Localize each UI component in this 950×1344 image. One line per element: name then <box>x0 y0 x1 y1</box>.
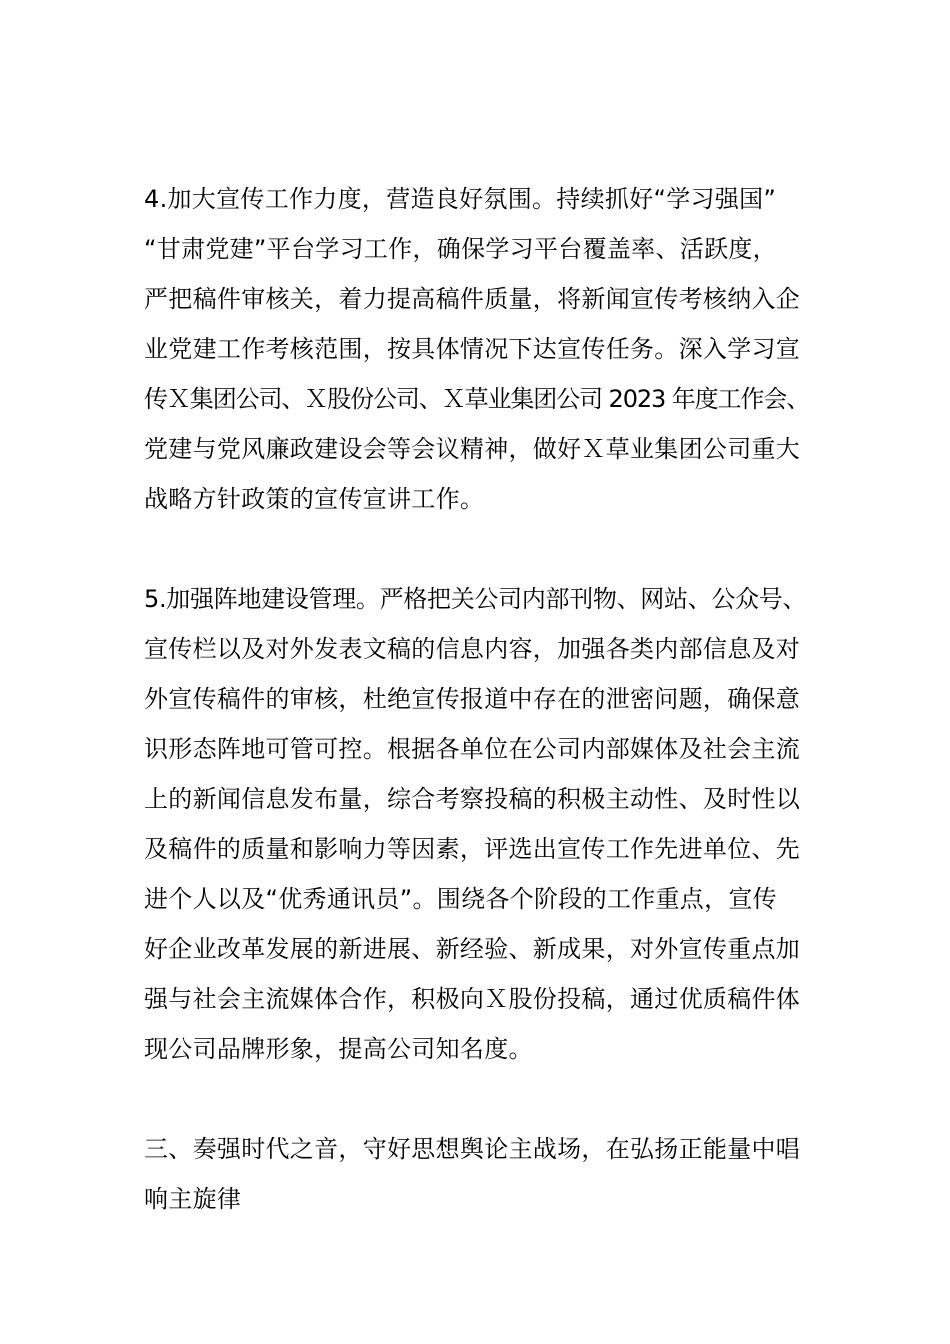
text-line: 外宣传稿件的审核，杜绝宣传报道中存在的泄密问题，确保意 <box>144 685 801 713</box>
text-line: 好企业改革发展的新进展、新经验、新成果，对外宣传重点加 <box>144 935 801 963</box>
text-line: 进个人以及“优秀通讯员”。围绕各个阶段的工作重点，宣传 <box>144 885 777 913</box>
text-line: 党建与党风廉政建设会等会议精神，做好Ｘ草业集团公司重大 <box>144 435 801 463</box>
paragraph-section-4 <box>144 174 810 524</box>
text-line: 战略方针政策的宣传宣讲工作。 <box>144 485 485 513</box>
text-line: 上的新闻信息发布量，综合考察投稿的积极主动性、及时性以 <box>144 785 801 813</box>
text-line: 宣传栏以及对外发表文稿的信息内容，加强各类内部信息及对 <box>144 635 801 663</box>
text-line: 三、奏强时代之音，守好思想舆论主战场，在弘扬正能量中唱 <box>144 1135 801 1163</box>
text-line: 严把稿件审核关，着力提高稿件质量，将新闻宣传考核纳入企 <box>144 285 801 313</box>
text-line: 响主旋律 <box>144 1185 242 1213</box>
text-line: 4.加大宣传工作力度，营造良好氛围。持续抓好“学习强国” <box>144 185 777 213</box>
text-line: 现公司品牌形象，提高公司知名度。 <box>144 1035 533 1063</box>
text-line: 识形态阵地可管可控。根据各单位在公司内部媒体及社会主流 <box>144 735 801 763</box>
section-heading-3 <box>144 1124 810 1224</box>
text-line: 传Ｘ集团公司、Ｘ股份公司、Ｘ草业集团公司 2023 年度工作会、 <box>144 385 810 413</box>
text-line: 业党建工作考核范围，按具体情况下达宣传任务。深入学习宣 <box>144 335 801 363</box>
text-line: “甘肃党建”平台学习工作，确保学习平台覆盖率、活跃度， <box>144 235 777 263</box>
paragraph-section-5 <box>144 574 810 1074</box>
text-line: 强与社会主流媒体合作，积极向Ｘ股份投稿，通过优质稿件体 <box>144 985 801 1013</box>
text-line: 5.加强阵地建设管理。严格把关公司内部刊物、网站、公众号、 <box>144 585 807 613</box>
text-line: 及稿件的质量和影响力等因素，评选出宣传工作先进单位、先 <box>144 835 801 863</box>
